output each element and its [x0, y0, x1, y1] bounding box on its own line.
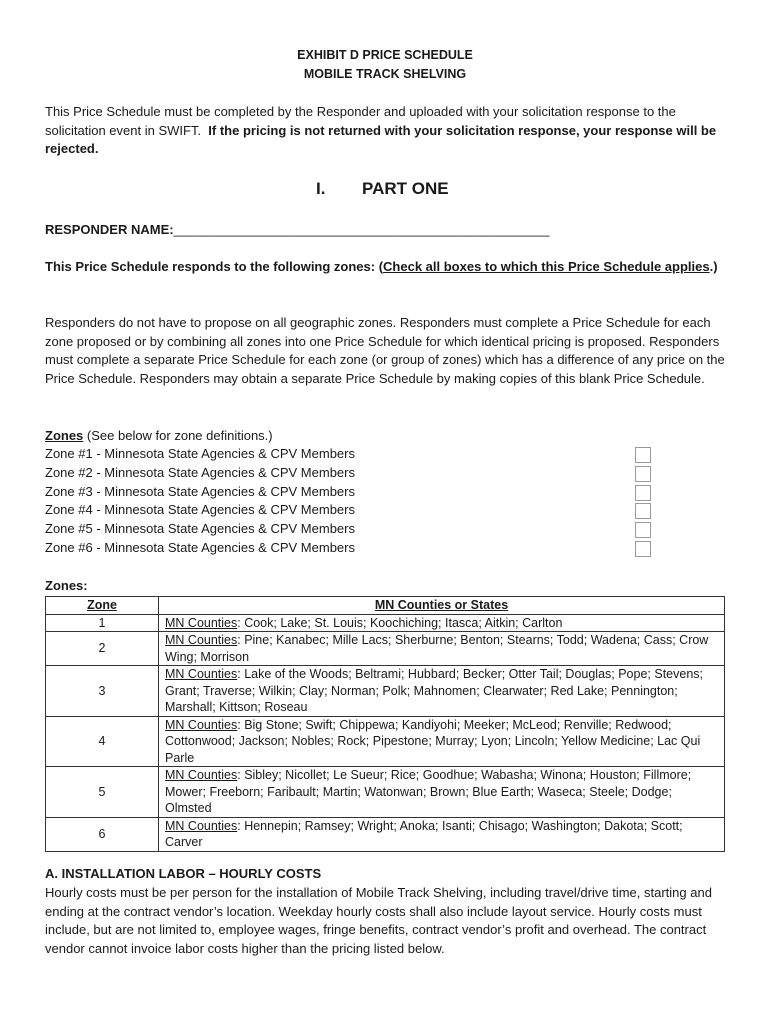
- zone-checkbox-label: Zone #1 - Minnesota State Agencies & CPV Members: [45, 446, 355, 461]
- zone-column-header: Zone: [46, 597, 159, 615]
- zone-checkbox-label: Zone #5 - Minnesota State Agencies & CPV Members: [45, 521, 355, 536]
- zone-checkbox-row: [45, 465, 655, 483]
- zone-number: 4: [46, 716, 159, 767]
- county-list: : Lake of the Woods; Beltrami; Hubbard; Becker; Otter Tail; Douglas; Pope; Stevens; Grant; Traverse; Wilkin; Clay; Norman; Polk; Mahnomen; Clearwater; Red Lake; Pennington; Marshall; Kittson; Roseau: [165, 667, 703, 714]
- zone-number: 2: [46, 632, 159, 666]
- county-prefix: MN Counties: [165, 717, 238, 732]
- zones-statement-lead: This Price Schedule responds to the following zones: (: [45, 259, 384, 274]
- part-number: I.: [316, 179, 326, 198]
- zone-checkbox-row: [45, 521, 655, 539]
- zone-number: 5: [46, 767, 159, 818]
- zone-2-checkbox[interactable]: [635, 466, 651, 482]
- zones-table: [45, 596, 725, 852]
- zone-number: 1: [46, 614, 159, 632]
- zones-note: (See below for zone definitions.): [83, 428, 273, 443]
- county-prefix: MN Counties: [165, 633, 238, 647]
- document-subtitle: MOBILE TRACK SHELVING: [303, 67, 467, 81]
- counties-column-header: MN Counties or States: [159, 597, 725, 615]
- zones-statement-tail: .): [709, 259, 718, 274]
- county-list: : Hennepin; Ramsey; Wright; Anoka; Isanti; Chisago; Washington; Dakota; Scott; Carver: [165, 818, 683, 849]
- zone-checkbox-row: [45, 446, 655, 464]
- county-prefix: MN Counties: [165, 615, 238, 630]
- zone-checkbox-row: [45, 484, 655, 502]
- table-row: [46, 632, 725, 666]
- zone-counties: [159, 716, 725, 767]
- table-row: [46, 817, 725, 851]
- table-row: [46, 716, 725, 767]
- responder-name-line: [45, 221, 730, 240]
- responder-name-field[interactable]: ____________________________________________________: [173, 222, 550, 237]
- zone-5-checkbox[interactable]: [635, 522, 651, 538]
- table-row: [46, 666, 725, 717]
- zone-checkbox-row: [45, 502, 655, 520]
- zones-statement: [45, 258, 730, 277]
- county-prefix: MN Counties: [165, 818, 238, 833]
- zone-checkbox-label: Zone #4 - Minnesota State Agencies & CPV Members: [45, 502, 355, 517]
- intro-paragraph: [45, 103, 730, 159]
- county-list: : Pine; Kanabec; Mille Lacs; Sherburne; Benton; Stearns; Todd; Wadena; Cass; Crow Wing; Morrison: [165, 633, 709, 664]
- zone-counties: [159, 817, 725, 851]
- section-a-paragraph: Hourly costs must be per person for the installation of Mobile Track Shelving, including travel/drive time, starting and ending at the contract vendor’s location. Weekday hourly costs shall also include layout service. Hourly costs must include, but are not limited to, employee wages, fringe benefits, contract vendor’s profit and overhead. The contract vendor cannot invoice labor costs higher than the pricing listed below.: [45, 885, 712, 956]
- responder-name-label: RESPONDER NAME:: [45, 222, 174, 237]
- zone-checkbox-label: Zone #3 - Minnesota State Agencies & CPV Members: [45, 484, 355, 499]
- document-title: EXHIBIT D PRICE SCHEDULE: [297, 48, 473, 62]
- zone-checkbox-label: Zone #6 - Minnesota State Agencies & CPV Members: [45, 540, 355, 555]
- zone-counties: [159, 767, 725, 818]
- county-prefix: MN Counties: [165, 667, 238, 681]
- part-title: PART ONE: [362, 179, 449, 198]
- zone-number: 6: [46, 817, 159, 851]
- zones-checklist-heading: [45, 427, 730, 446]
- zone-counties: [159, 632, 725, 666]
- table-row: [46, 614, 725, 632]
- table-header-row: [46, 597, 725, 615]
- zones-statement-instruction: Check all boxes to which this Price Schedule applies: [383, 259, 710, 274]
- county-list: : Big Stone; Swift; Chippewa; Kandiyohi; Meeker; McLeod; Renville; Redwood; Cottonwood; Jackson; Nobles; Rock; Pipestone; Murray; Lyon; Lincoln; Yellow Medicine; Lac Qui Parle: [165, 717, 701, 765]
- zones-heading: Zones: [45, 428, 84, 443]
- county-list: : Sibley; Nicollet; Le Sueur; Rice; Goodhue; Wabasha; Winona; Houston; Fillmore; Mower; Freeborn; Faribault; Martin; Watonwan; Brown; Blue Earth; Waseca; Steele; Dodge; Olmsted: [165, 768, 692, 815]
- zone-6-checkbox[interactable]: [635, 541, 651, 557]
- zone-number: 3: [46, 666, 159, 717]
- zone-counties: [159, 614, 725, 632]
- zones-table-label: Zones:: [45, 578, 88, 593]
- table-row: [46, 767, 725, 818]
- zone-3-checkbox[interactable]: [635, 485, 651, 501]
- part-heading: [316, 179, 449, 199]
- instructions-paragraph: Responders do not have to propose on all geographic zones. Responders must complete a Price Schedule for each zone proposed or by combining all zones into one Price Schedule for which identical pricing is proposed. Responders must complete a separate Price Schedule for each zone (or group of zones) which has a difference of any price on the Price Schedule. Responders may obtain a separate Price Schedule by making copies of this blank Price Schedule.: [45, 315, 725, 386]
- zone-checkbox-label: Zone #2 - Minnesota State Agencies & CPV Members: [45, 465, 355, 480]
- section-a-title: A. INSTALLATION LABOR – HOURLY COSTS: [45, 866, 322, 881]
- zone-4-checkbox[interactable]: [635, 503, 651, 519]
- county-list: : Cook; Lake; St. Louis; Koochiching; Itasca; Aitkin; Carlton: [237, 615, 563, 630]
- county-prefix: MN Counties: [165, 768, 238, 782]
- intro-text: This Price Schedule must be completed by the Responder and uploaded with your solicitation response to the solicitation event in SWIFT.: [45, 104, 676, 138]
- intro-warning: If the pricing is not returned with your solicitation response, your response will be rejected.: [45, 122, 717, 157]
- zone-counties: [159, 666, 725, 717]
- zone-1-checkbox[interactable]: [635, 447, 651, 463]
- zone-checkbox-row: [45, 540, 655, 558]
